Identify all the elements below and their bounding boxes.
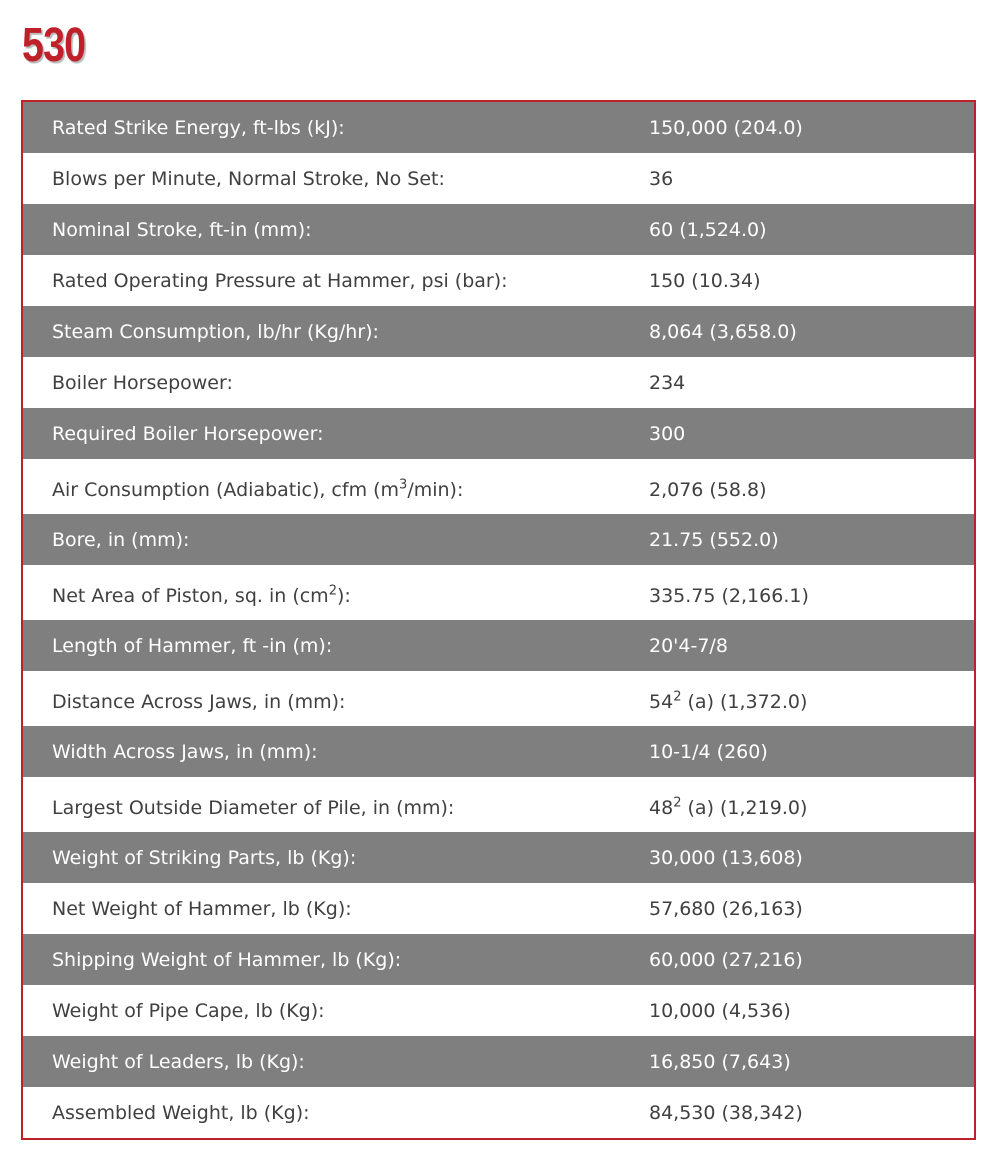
spec-label: Blows per Minute, Normal Stroke, No Set: (52, 167, 445, 190)
spec-value: 30,000 (13,608) (649, 846, 803, 869)
spec-label: Weight of Pipe Cape, lb (Kg): (52, 999, 325, 1022)
spec-label: Largest Outside Diameter of Pile, in (mm): (52, 796, 455, 819)
spec-value: 84,530 (38,342) (649, 1101, 803, 1124)
spec-label: Distance Across Jaws, in (mm): (52, 690, 346, 713)
spec-value: 57,680 (26,163) (649, 897, 803, 920)
spec-row (23, 620, 974, 671)
spec-label: Assembled Weight, lb (Kg): (52, 1101, 310, 1124)
spec-label-text: /min): (407, 478, 464, 501)
spec-label: Rated Operating Pressure at Hammer, psi (bar): (52, 269, 508, 292)
spec-label: Weight of Striking Parts, lb (Kg): (52, 846, 357, 869)
spec-row (23, 1036, 974, 1087)
spec-label: Bore, in (mm): (52, 528, 190, 551)
spec-label: Rated Strike Energy, ft-lbs (kJ): (52, 116, 345, 139)
spec-value: 36 (649, 167, 674, 190)
spec-value-text: 48 (649, 796, 674, 819)
spec-label-text: ): (336, 584, 351, 607)
spec-value: 2,076 (58.8) (649, 478, 767, 501)
spec-label: Width Across Jaws, in (mm): (52, 740, 318, 763)
spec-value: 60 (1,524.0) (649, 218, 767, 241)
spec-value: 335.75 (2,166.1) (649, 584, 809, 607)
spec-value: 10-1/4 (260) (649, 740, 768, 763)
spec-label-text: Net Area of Piston, sq. in (cm (52, 584, 329, 607)
spec-row (23, 255, 974, 306)
spec-label: Required Boiler Horsepower: (52, 422, 324, 445)
spec-label: Length of Hammer, ft -in (m): (52, 634, 333, 657)
spec-value-text: 54 (649, 690, 674, 713)
superscript: 2 (673, 795, 682, 811)
spec-value: 150 (10.34) (649, 269, 761, 292)
spec-row (23, 934, 974, 985)
spec-label: Weight of Leaders, lb (Kg): (52, 1050, 305, 1073)
spec-label: Nominal Stroke, ft-in (mm): (52, 218, 312, 241)
spec-row (23, 985, 974, 1036)
spec-row (23, 565, 974, 620)
spec-row (23, 357, 974, 408)
spec-row (23, 153, 974, 204)
spec-row (23, 1087, 974, 1138)
spec-value: 8,064 (3,658.0) (649, 320, 797, 343)
spec-value (649, 791, 974, 819)
spec-row (23, 671, 974, 726)
superscript: 2 (328, 583, 337, 599)
spec-value-text: (a) (1,219.0) (681, 796, 808, 819)
spec-value: 300 (649, 422, 686, 445)
spec-value: 21.75 (552.0) (649, 528, 779, 551)
spec-row (23, 102, 974, 153)
spec-row (23, 777, 974, 832)
spec-value: 150,000 (204.0) (649, 116, 803, 139)
spec-row (23, 204, 974, 255)
spec-label: Net Weight of Hammer, lb (Kg): (52, 897, 352, 920)
spec-value: 60,000 (27,216) (649, 948, 803, 971)
spec-label-text: Air Consumption (Adiabatic), cfm (m (52, 478, 400, 501)
spec-table (21, 100, 976, 1140)
superscript: 2 (673, 689, 682, 705)
superscript: 3 (399, 477, 408, 493)
spec-row (23, 306, 974, 357)
spec-value-text: (a) (1,372.0) (681, 690, 808, 713)
spec-label (23, 579, 649, 607)
spec-row (23, 408, 974, 459)
spec-value: 16,850 (7,643) (649, 1050, 791, 1073)
spec-value: 10,000 (4,536) (649, 999, 791, 1022)
spec-label: Boiler Horsepower: (52, 371, 233, 394)
spec-row (23, 832, 974, 883)
spec-row (23, 726, 974, 777)
spec-label (23, 473, 649, 501)
spec-value: 234 (649, 371, 686, 394)
spec-value: 20'4-7/8 (649, 634, 728, 657)
spec-row (23, 514, 974, 565)
spec-label: Steam Consumption, lb/hr (Kg/hr): (52, 320, 379, 343)
spec-row (23, 459, 974, 514)
spec-label: Shipping Weight of Hammer, lb (Kg): (52, 948, 402, 971)
spec-value (649, 685, 974, 713)
spec-row (23, 883, 974, 934)
model-title: 530 (22, 19, 86, 72)
